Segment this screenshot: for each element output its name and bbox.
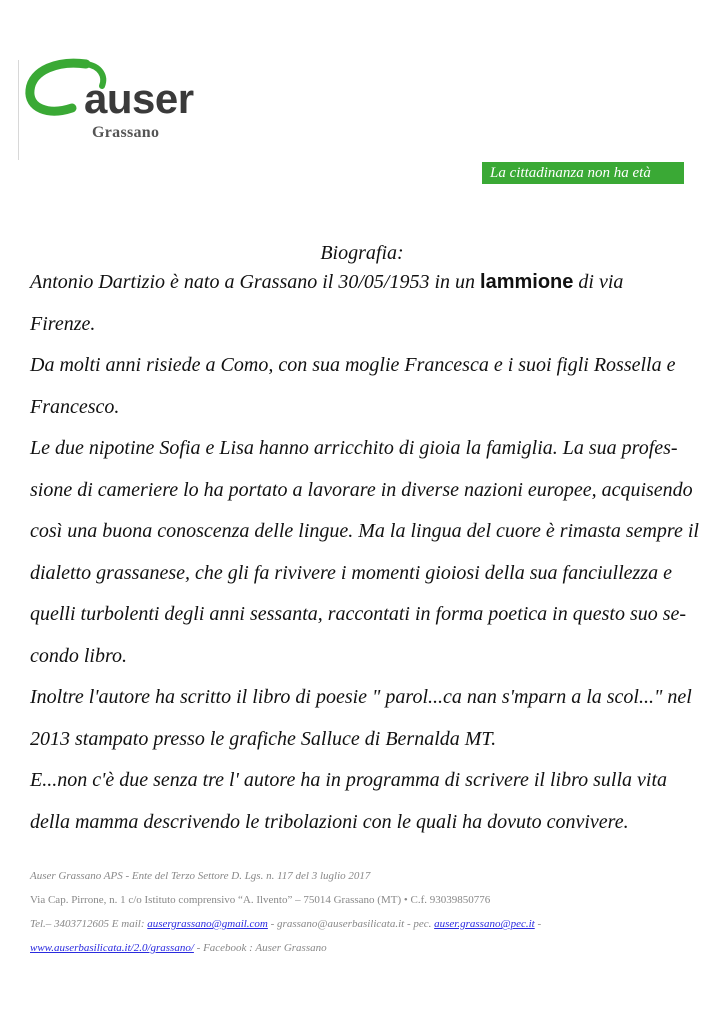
logo-wordmark: auser	[84, 75, 194, 122]
bio-line: E...non c'è due senza tre l' autore ha in programma di scrivere il libro sulla vita	[30, 769, 668, 791]
footer-address-line: Via Cap. Pirrone, n. 1 c/o Istituto comprensivo “A. Ilvento” – 75014 Grassano (MT) • C.f. 93039850776	[30, 894, 491, 906]
bio-line: Le due nipotine Sofia e Lisa hanno arricchito di gioia la famiglia. La sua profes-	[30, 437, 678, 459]
auser-logo	[18, 56, 218, 160]
pec-link[interactable]: auser.grassano@pec.it	[434, 918, 535, 930]
biography-heading: Biografia:	[320, 242, 404, 264]
website-link[interactable]: www.auserbasilicata.it/2.0/grassano/	[30, 942, 194, 954]
bio-line: della mamma descrivendo le tribolazioni con le quali ha dovuto convivere.	[30, 810, 629, 833]
bio-line: condo libro.	[30, 644, 128, 667]
bio-line: Francesco.	[30, 395, 120, 418]
footer-legal-line: Auser Grassano APS - Ente del Terzo Settore D. Lgs. n. 117 del 3 luglio 2017	[30, 870, 371, 882]
bio-line: 2013 stampato presso le grafiche Salluce di Bernalda MT.	[30, 727, 497, 750]
footer-contact-line: Tel.– 3403712605 E mail: ausergrassano@gmail.com - grassano@auserbasilicata.it - pec. auser.grassano@pec.it -	[30, 918, 542, 930]
bio-line: così una buona conoscenza delle lingue. Ma la lingua del cuore è rimasta sempre il	[30, 520, 699, 542]
logo-subtitle: Grassano	[92, 124, 160, 141]
bio-line: sione di cameriere lo ha portato a lavorare in diverse nazioni europee, acquisendo	[30, 478, 693, 501]
biography-text	[30, 262, 698, 843]
footer	[30, 864, 700, 960]
bio-line: Da molti anni risiede a Como, con sua moglie Francesca e i suoi figli Rossella e	[30, 354, 676, 376]
bio-line: quelli turbolenti degli anni sessanta, raccontati in forma poetica in questo suo se-	[30, 603, 687, 625]
email-link[interactable]: ausergrassano@gmail.com	[147, 918, 268, 930]
bio-line: dialetto grassanese, che gli fa rivivere i momenti gioiosi della sua fanciullezza e	[30, 561, 672, 584]
bio-keyword: lammione	[480, 271, 574, 293]
tagline-banner: La cittadinanza non ha età	[482, 162, 684, 184]
bio-line: Inoltre l'autore ha scritto il libro di poesie " parol...ca nan s'mparn a la scol..." nel	[30, 686, 692, 708]
bio-line: Firenze.	[30, 312, 96, 335]
footer-web-line: www.auserbasilicata.it/2.0/grassano/ - Facebook : Auser Grassano	[30, 942, 327, 954]
bio-line: Antonio Dartizio è nato a Grassano il 30/05/1953 in un lammione di via	[30, 271, 624, 293]
